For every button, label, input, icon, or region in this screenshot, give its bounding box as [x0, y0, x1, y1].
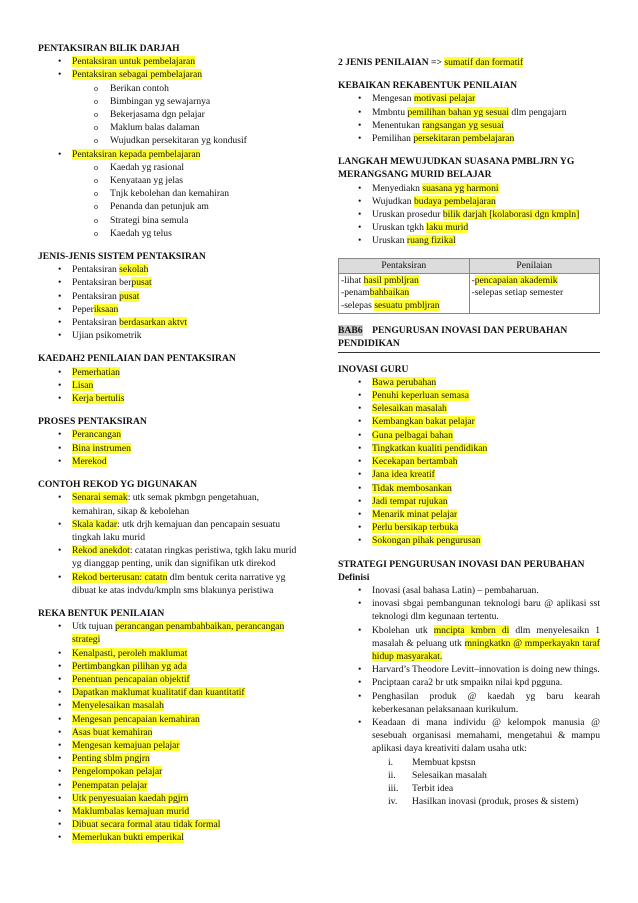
section-proses [38, 415, 300, 468]
list-item: • Wujudkan budaya pembelajaran [338, 195, 600, 208]
list-item: • Pentaksiran pusat [38, 290, 300, 303]
list-item: • Memerlukan bukti emperikal [38, 831, 300, 844]
table-cell-pentaksiran: -lihat hasil pmbljran -penambahbaikan -selepas sesuatu pmbljran [339, 274, 470, 314]
definition-heading: Definisi [338, 571, 370, 583]
list-item: • Uruskan ruang fizikal [338, 234, 600, 247]
section-title: LANGKAH MEWUJUDKAN SUASANA PMBLJRN YG MERANGSANG MURID BELAJAR [338, 156, 575, 181]
list-item: • Peperiksaan [38, 303, 300, 316]
section-title: KAEDAH2 PENILAIAN DAN PENTAKSIRAN [38, 353, 236, 365]
list-item: • Uruskan prosedur bilik darjah [kolaborasi dgn kmpln] [338, 208, 600, 221]
sub-list-item: o Penanda dan petunjuk am [38, 200, 300, 213]
list-item: • Menyediakn suasana yg harmoni [338, 182, 600, 195]
section-title: INOVASI GURU [338, 363, 409, 375]
sub-list-item: o Kenyataan yg jelas [38, 174, 300, 187]
right-column [338, 56, 600, 818]
list-item: • Penting sblm pngjrn [38, 752, 300, 765]
list-item: • Maklumbalas kemajuan murid [38, 805, 300, 818]
list-item: • Pnciptaan cara2 br utk smpaikn nilai kpd pgguna. [338, 676, 600, 689]
list-item: • Pentaksiran sebagai pembelajaran o Berikan contoh o Bimbingan yg sewajarnya o Bekerjasama dgn pelajar o Maklum balas dalaman o Wujudkan persekitaran yg kondusif [38, 68, 300, 147]
list-item: • Penghasilan produk @ kaedah yg baru kearah keberkesanan pelaksanaan kurikulum. [338, 690, 600, 716]
list-item: • Asas buat kemahiran [38, 726, 300, 739]
chapter-heading: BAB6 PENGURUSAN INOVASI DAN PERUBAHAN PENDIDIKAN [338, 324, 600, 352]
section-kaedah [38, 352, 300, 405]
list-item: • Sokongan pihak pengurusan [338, 534, 600, 547]
list-item: • Merekod [38, 455, 300, 468]
list-item: • Pentaksiran untuk pembelajaran [38, 55, 300, 68]
list-item: • Kbolehan utk mncipta kmbrn di dlm menyelesaikn 1 masalah & peluang utk mningkatkn @ mmperkayakn taraf hidup masyarakat. [338, 624, 600, 664]
list-item: • Bina instrumen [38, 442, 300, 455]
sub-list-item: o Maklum balas dalaman [38, 121, 300, 134]
section-title: STRATEGI PENGURUSAN INOVASI DAN PERUBAHAN [338, 558, 585, 570]
list-item: • Pemerhatian [38, 366, 300, 379]
list-item: • Perancangan [38, 428, 300, 441]
comparison-table [338, 258, 600, 315]
section-title: CONTOH REKOD YG DIGUNAKAN [38, 479, 198, 491]
list-item: • Tingkatkan kualiti pendidikan [338, 442, 600, 455]
list-item: • Perlu bersikap terbuka [338, 521, 600, 534]
list-item: • Ujian psikometrik [38, 329, 300, 342]
list-item: • inovasi sbgai pembangunan teknologi baru @ aplikasi sst teknologi dlm kegunaan tertentu. [338, 597, 600, 623]
list-item: • Pentaksiran kepada pembelajaran o Kaedah yg rasional o Kenyataan yg jelas o Tnjk kebolehan dan kemahiran o Penanda dan petunjuk am o Strategi bina semula o Kaedah yg telus [38, 148, 300, 240]
section-title: PENTAKSIRAN BILIK DARJAH [38, 43, 180, 54]
section-kebaikan [338, 79, 600, 145]
section-jenis-sistem [38, 250, 300, 342]
list-item: • Skala kadar: utk drjh kemajuan dan pencapain sesuatu tingkah laku murid [38, 518, 300, 544]
list-item: • Pentaksiran berdasarkan aktvt [38, 316, 300, 329]
table-cell-penilaian: -pencapaian akademik -selepas setiap semester [469, 274, 600, 314]
list-item: • Pertimbangkan pilihan yg ada [38, 660, 300, 673]
list-item: • Menarik minat pelajar [338, 508, 600, 521]
list-item: • Selesaikan masalah [338, 402, 600, 415]
list-item: • Inovasi (asal bahasa Latin) – pembaharuan. [338, 584, 600, 597]
sub-list-item: o Kaedah yg telus [38, 227, 300, 240]
list-item: • Pentaksiran sekolah [38, 263, 300, 276]
roman-list-item: ii. Selesaikan masalah [388, 769, 487, 781]
list-item: • Dapatkan maklumat kualitatif dan kuantitatif [38, 686, 300, 699]
table-header: Penilaian [469, 258, 600, 273]
list-item: • Mmbntu pemilihan bahan yg sesuai dlm pengajarn [338, 106, 600, 119]
sub-list-item: o Strategi bina semula [38, 214, 300, 227]
section-title: KEBAIKAN REKABENTUK PENILAIAN [338, 80, 518, 92]
list-item: • Penempatan pelajar [38, 779, 300, 792]
section-langkah [338, 155, 600, 247]
roman-list-item: iv. Hasilkan inovasi (produk, proses & sistem) [388, 796, 579, 808]
sub-list-item: o Kaedah yg rasional [38, 161, 300, 174]
list-item: • Kerja bertulis [38, 392, 300, 405]
list-item: • Penentuan pencapaian objektif [38, 673, 300, 686]
list-item: • Penuhi keperluan semasa [338, 389, 600, 402]
section-title: 2 JENIS PENILAIAN => sumatif dan formatif [338, 57, 524, 68]
section-strategi [338, 558, 600, 809]
list-item: • Utk penyesuaian kaedah pgjrn [38, 792, 300, 805]
list-item: • Mengesan motivasi pelajar [338, 92, 600, 105]
section-inovasi-guru [338, 363, 600, 548]
list-item: • Uruskan tgkh laku murid [338, 221, 600, 234]
list-item: • Kecekapan bertambah [338, 455, 600, 468]
list-item: • Jadi tempat rujukan [338, 495, 600, 508]
list-item: • Utk tujuan perancangan penambahbaikan, perancangan strategi [38, 620, 300, 646]
list-item: • Guna pelbagai bahan [338, 429, 600, 442]
table-row [339, 274, 600, 314]
list-item: • Menyelesaikan masalah [38, 699, 300, 712]
list-item: • Menentukan rangsangan yg sesuai [338, 119, 600, 132]
list-item: • Pengelompokan pelajar [38, 765, 300, 778]
list-item: • Jana idea kreatif [338, 468, 600, 481]
list-item: • Mengesan kemajuan pelajar [38, 739, 300, 752]
list-item: • Keadaan di mana individu @ kelompok manusia @ sesebuah organisasi memahami, mengetahui & mampu aplikasi daya kreativiti dalam usaha utk: i. Membuat kpstsn ii. Selesaikan masalah iii. Terbit idea iv. Hasilkan inovasi (produk, proses & sistem) [338, 716, 600, 808]
section-pentaksiran-bilik-darjah [38, 42, 300, 240]
list-item: • Senarai semak: utk semak pkmbgn pengetahuan, kemahiran, sikap & kebolehan [38, 491, 300, 517]
section-title: JENIS-JENIS SISTEM PENTAKSIRAN [38, 251, 206, 263]
list-item: • Rekod berterusan: catatn dlm bentuk cerita narrative yg dibuat ke atas indvdu/kmpln sms blakunya peristiwa [38, 571, 300, 597]
roman-list-item: iii. Terbit idea [388, 782, 454, 794]
sub-list-item: o Bekerjasama dgn pelajar [38, 108, 300, 121]
list-item: • Kenalpasti, peroleh maklumat [38, 647, 300, 660]
section-contoh-rekod [38, 478, 300, 597]
section-title: PROSES PENTAKSIRAN [38, 416, 147, 428]
list-item: • Lisan [38, 379, 300, 392]
sub-list-item: o Wujudkan persekitaran yg kondusif [38, 134, 300, 147]
list-item: • Bawa perubahan [338, 376, 600, 389]
list-item: • Rekod anekdot: catatan ringkas peristiwa, tgkh laku murid yg dianggap penting, unik dan signifikan utk direkod [38, 544, 300, 570]
list-item: • Harvard’s Theodore Levitt–innovation is doing new things. [338, 663, 600, 676]
list-item: • Pentaksiran berpusat [38, 276, 300, 289]
sub-list-item: o Berikan contoh [38, 82, 300, 95]
sub-list-item: o Tnjk kebolehan dan kemahiran [38, 187, 300, 200]
sub-list-item: o Bimbingan yg sewajarnya [38, 95, 300, 108]
section-dua-jenis [338, 56, 600, 69]
list-item: • Dibuat secara formal atau tidak formal [38, 818, 300, 831]
left-column [38, 42, 300, 855]
list-item: • Tidak membosankan [338, 482, 600, 495]
section-title: REKA BENTUK PENILAIAN [38, 607, 165, 619]
roman-list-item: i. Membuat kpstsn [388, 756, 476, 768]
list-item: • Kembangkan bakat pelajar [338, 415, 600, 428]
list-item: • Pemilihan persekitaran pembelajaran [338, 132, 600, 145]
table-header: Pentaksiran [339, 258, 470, 273]
section-reka-bentuk [38, 607, 300, 845]
list-item: • Mengesan pencapaian kemahiran [38, 713, 300, 726]
